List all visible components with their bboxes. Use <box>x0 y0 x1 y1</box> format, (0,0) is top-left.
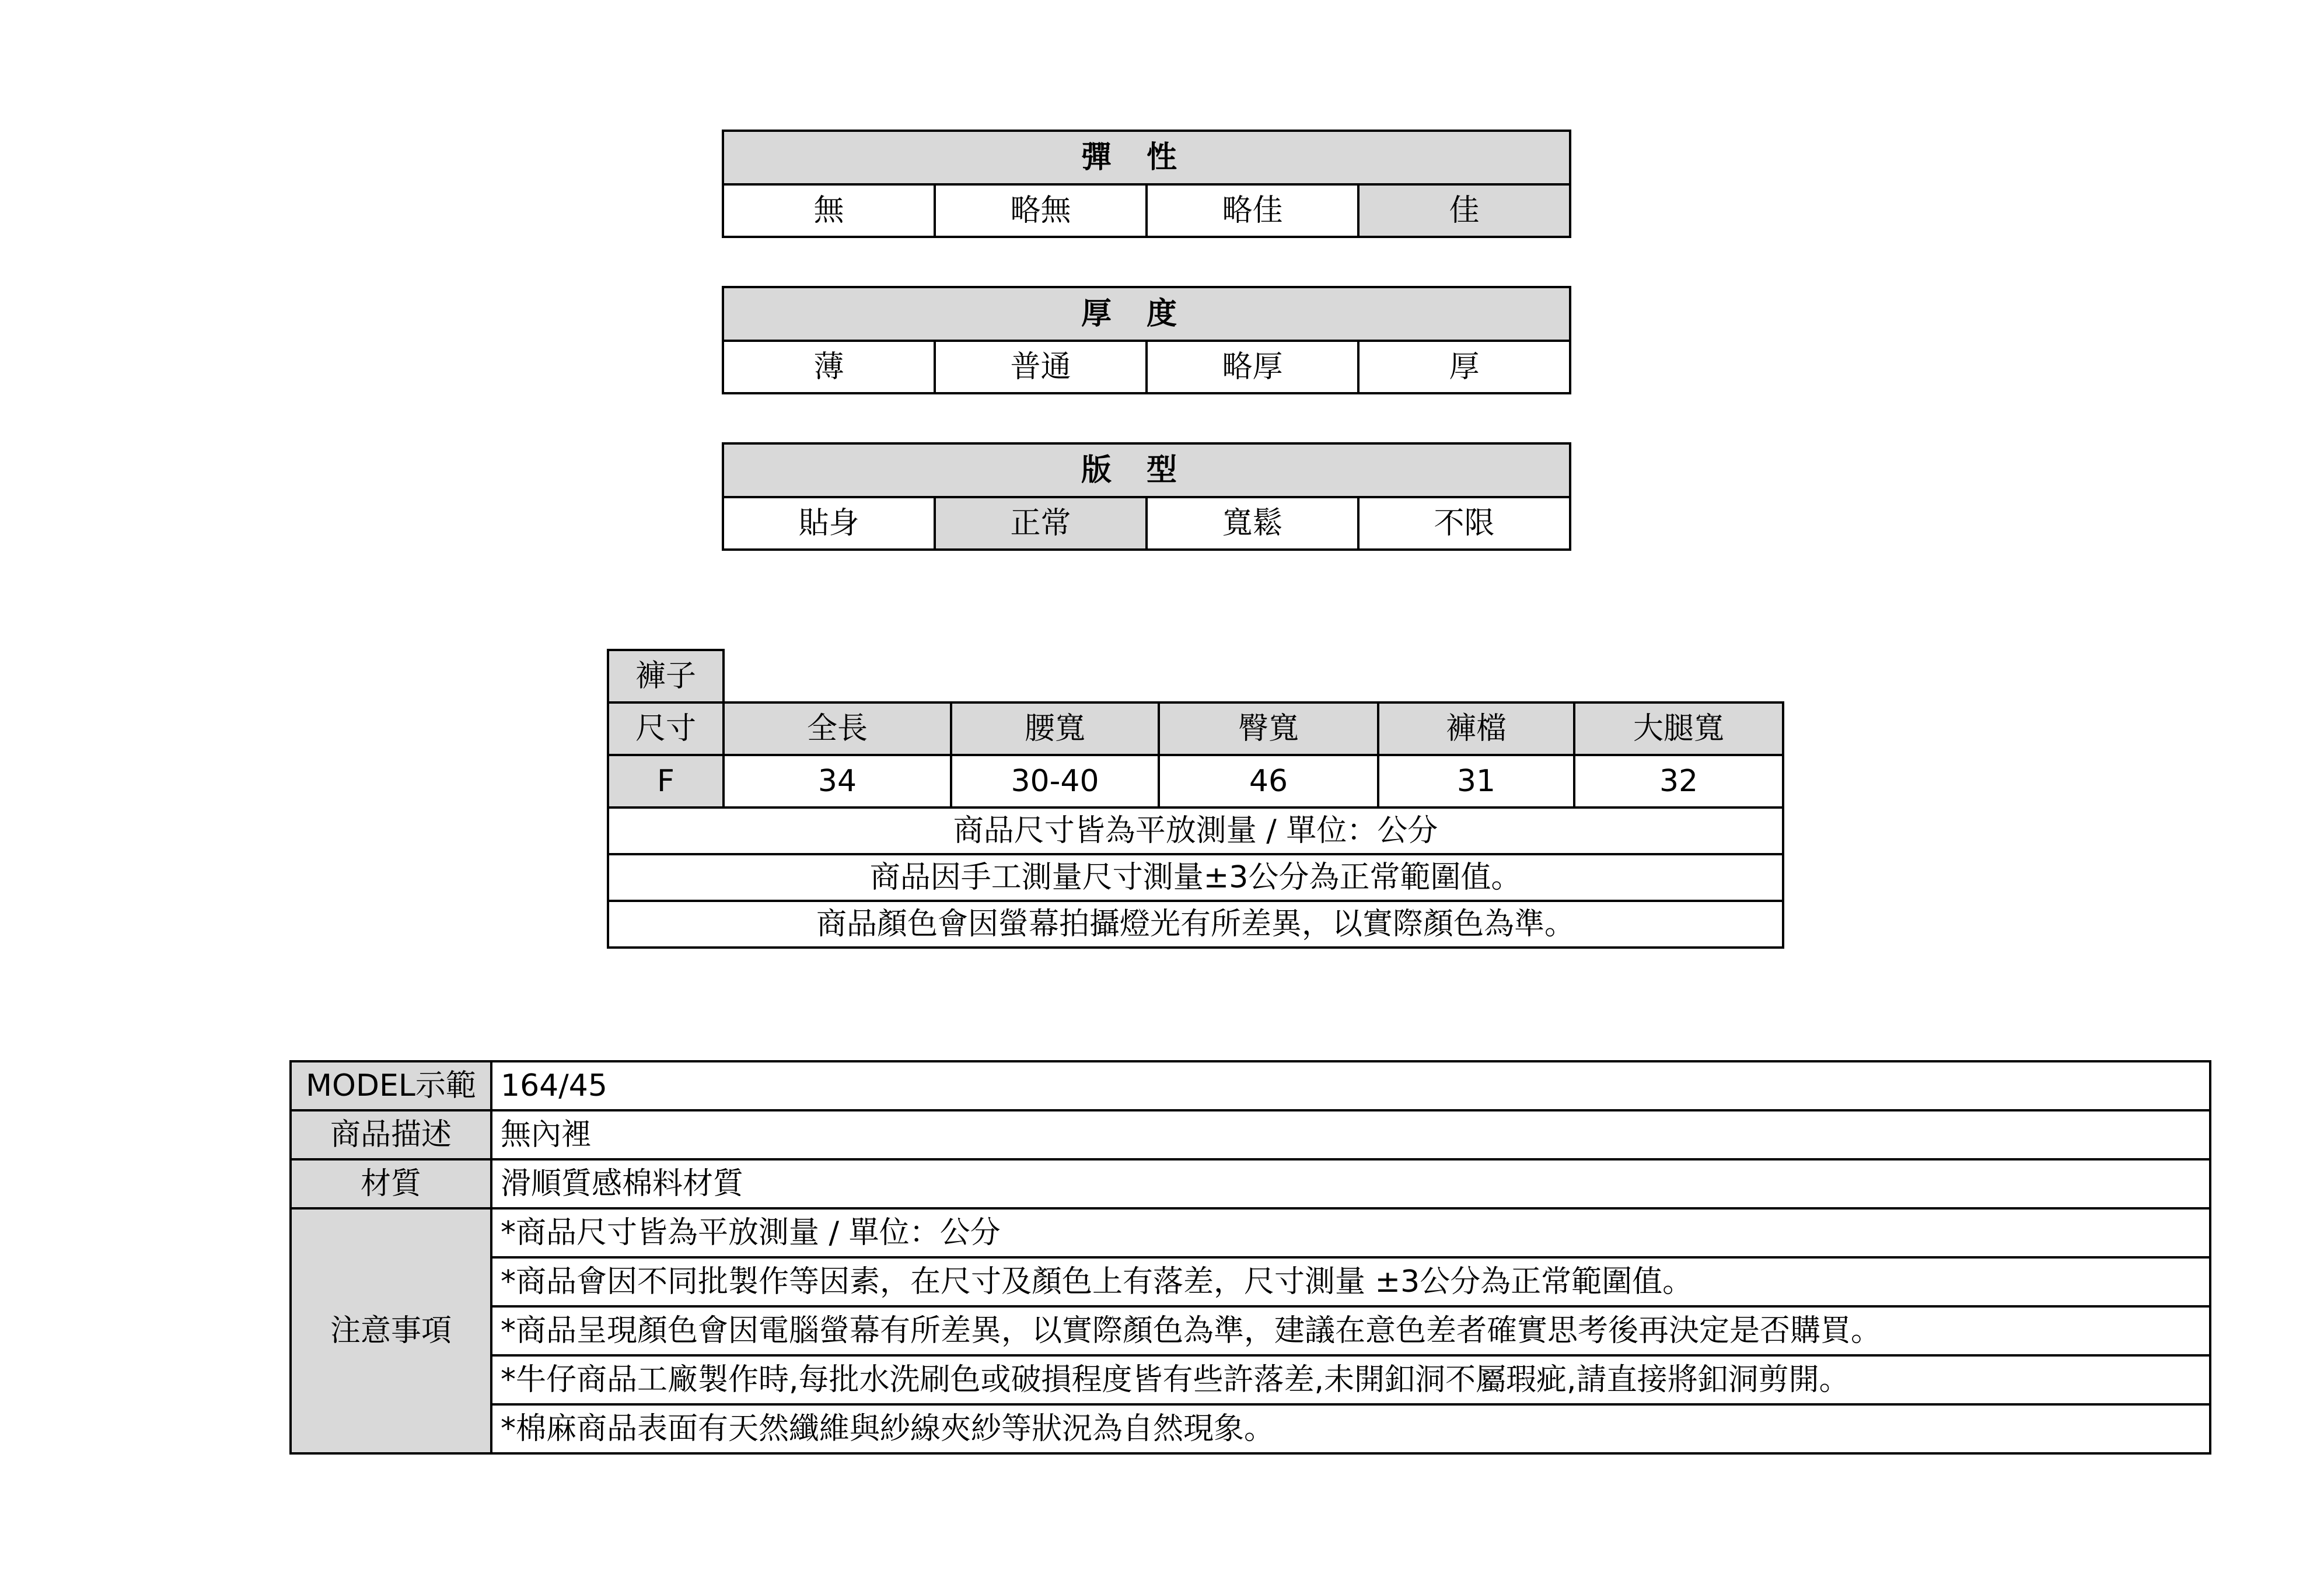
thickness-option: 薄 <box>723 341 935 393</box>
table-row <box>608 755 1783 808</box>
measure-cell: 32 <box>1574 755 1783 808</box>
notice-item: *牛仔商品工廠製作時,每批水洗刷色或破損程度皆有些許落差,未開釦洞不屬瑕疵,請直接將釦洞剪開。 <box>491 1355 2210 1404</box>
size-column-header: 全長 <box>724 702 951 755</box>
size-note: 商品顏色會因螢幕拍攝燈光有所差異，以實際顏色為準。 <box>608 901 1783 948</box>
fit-table <box>722 442 1571 551</box>
product-details-table <box>289 1060 2211 1455</box>
material-label: 材質 <box>291 1159 491 1208</box>
fit-option-selected: 正常 <box>935 497 1147 550</box>
fit-title: 版型 <box>723 443 1570 497</box>
size-category: 褲子 <box>608 650 724 702</box>
elasticity-option: 無 <box>723 184 935 237</box>
description-label: 商品描述 <box>291 1110 491 1159</box>
description-value: 無內裡 <box>491 1110 2210 1159</box>
measure-cell: 46 <box>1159 755 1378 808</box>
elasticity-title: 彈性 <box>723 131 1570 184</box>
thickness-title: 厚度 <box>723 287 1570 341</box>
size-category-spacer <box>724 650 1783 702</box>
size-label: 尺寸 <box>608 702 724 755</box>
material-value: 滑順質感棉料材質 <box>491 1159 2210 1208</box>
size-column-header: 大腿寬 <box>1574 702 1783 755</box>
notice-item: *商品呈現顏色會因電腦螢幕有所差異，以實際顏色為準，建議在意色差者確實思考後再決定是否購買。 <box>491 1306 2210 1355</box>
size-note: 商品尺寸皆為平放測量 / 單位：公分 <box>608 808 1783 854</box>
fit-option: 不限 <box>1358 497 1570 550</box>
thickness-table <box>722 286 1571 394</box>
notice-item: *商品會因不同批製作等因素，在尺寸及顏色上有落差，尺寸測量 ±3公分為正常範圍值。 <box>491 1257 2210 1306</box>
notice-item: *棉麻商品表面有天然纖維與紗線夾紗等狀況為自然現象。 <box>491 1404 2210 1453</box>
size-column-header: 褲檔 <box>1378 702 1574 755</box>
elasticity-option: 略佳 <box>1147 184 1358 237</box>
measure-cell: 30-40 <box>951 755 1159 808</box>
measure-cell: 34 <box>724 755 951 808</box>
size-value: F <box>608 755 724 808</box>
size-note: 商品因手工測量尺寸測量±3公分為正常範圍值。 <box>608 854 1783 901</box>
thickness-option: 略厚 <box>1147 341 1358 393</box>
fit-option: 貼身 <box>723 497 935 550</box>
elasticity-table <box>722 130 1571 238</box>
thickness-option: 厚 <box>1358 341 1570 393</box>
measure-cell: 31 <box>1378 755 1574 808</box>
thickness-option: 普通 <box>935 341 1147 393</box>
size-table <box>607 649 1784 949</box>
notice-item: *商品尺寸皆為平放測量 / 單位：公分 <box>491 1208 2210 1257</box>
elasticity-option-selected: 佳 <box>1358 184 1570 237</box>
model-label: MODEL示範 <box>291 1061 491 1110</box>
notice-label: 注意事項 <box>291 1208 491 1453</box>
size-column-header: 腰寬 <box>951 702 1159 755</box>
model-value: 164/45 <box>491 1061 2210 1110</box>
size-column-header: 臀寬 <box>1159 702 1378 755</box>
elasticity-option: 略無 <box>935 184 1147 237</box>
fit-option: 寬鬆 <box>1147 497 1358 550</box>
